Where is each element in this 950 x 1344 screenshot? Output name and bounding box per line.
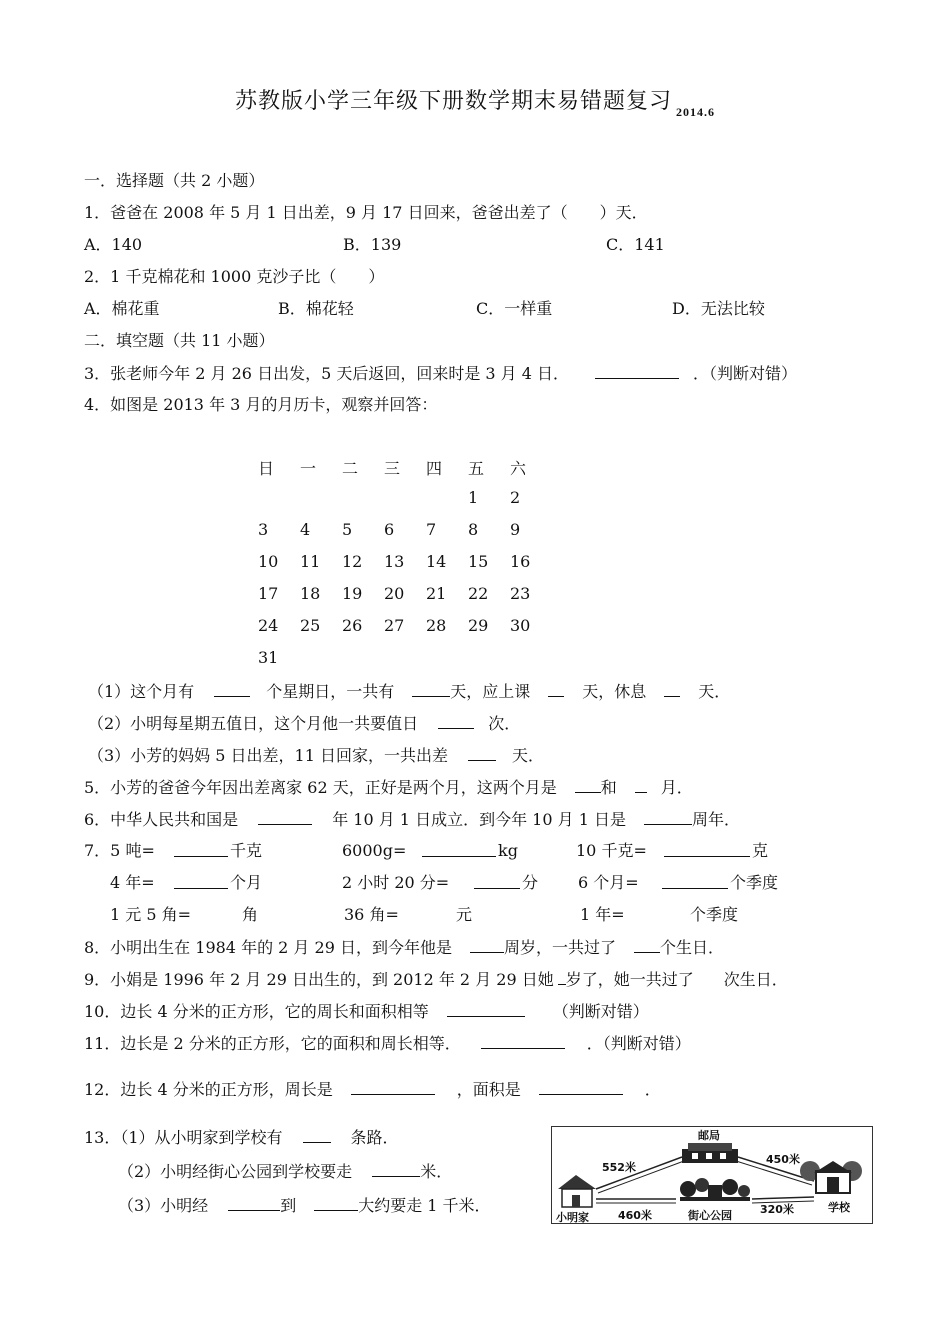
answer-blank[interactable] — [481, 1032, 565, 1049]
school-gate-icon — [800, 1161, 862, 1193]
calendar-day: 18 — [300, 584, 321, 603]
calendar-day: 22 — [468, 584, 489, 603]
question-5: 5．小芳的爸爸今年因出差离家 62 天，正好是两个月，这两个月是 和 月． — [84, 778, 693, 797]
answer-blank[interactable] — [474, 872, 520, 889]
answer-blank[interactable] — [468, 744, 496, 761]
question-3: 3．张老师今年 2 月 26 日出发，5 天后返回，回来时是 3 月 4 日． ．（判断对错） — [84, 364, 798, 383]
answer-blank[interactable] — [214, 680, 250, 697]
calendar-day: 15 — [468, 552, 489, 571]
answer-blank[interactable] — [422, 840, 496, 857]
calendar-day: 19 — [342, 584, 363, 603]
calendar-week-row — [258, 648, 552, 680]
label-post-office: 邮局 — [698, 1129, 720, 1142]
answer-blank[interactable] — [539, 1078, 623, 1095]
q2-option-c: C．一样重 — [476, 299, 553, 318]
calendar-day: 21 — [426, 584, 447, 603]
question-2-stem: 2．1 千克棉花和 1000 克沙子比（ ） — [84, 267, 385, 286]
q2-option-b: B．棉花轻 — [278, 299, 354, 318]
answer-blank[interactable] — [174, 872, 228, 889]
page-title: 苏教版小学三年级下册数学期末易错题复习 $_{2014.6}$ — [234, 89, 715, 119]
calendar-day: 8 — [468, 520, 479, 539]
worksheet-page: 苏教版小学三年级下册数学期末易错题复习 $_{2014.6}$ 一．选择题（共 2 小题） 1．爸爸在 2008 年 5 月 1 日出差，9 月 17 日回来，爸爸出差了（ ）天． A．140 B．139 C．141 2．1 千克棉花和 1000 克沙子比（ ） A．棉花重 B．棉花轻 C．一样重 D．无法比较 二．填空题（共 11 小题） 3．张老师今年 2 月 26 日出发，5 天后返回，回来时是 3 月 4 日． ．（判断对错） 4．如图是 2013 年 3 月的月历卡，观察并回答： 日 一 二 三 四 五 六 1 2 3 4 5 6 7 8 9 10 11 12 13 14 15 16 17 18 19 20 21 22 23 24 25 26 27 28 29 30 31 （1）这个月有 个星期日，一共有 天，应上课 天，休息 天． （2）小明每星期五值日，这个月他一共要值日 次． （3）小芳的妈妈 5 日出差，11 日回家，一共出差 天． 5．小芳的爸爸今年因出差离家 62 天，正好是两个月，这两个月是 和 月． 6．中华人民共和国是 年 10 月 1 日成立．到今年 10 月 1 日是 周年． 7．5 吨= 千克 6000g= kg 10 千克= 克 4 年= 个月 2 小时 20 分= 分 6 个月= 个季度 1 元 5 角= 角 36 角= 元 1 年= 个季度 8．小明出生在 1984 年的 2 月 29 日，到今年他是 周岁，一共过了 个生日． 9．小娟是 1996 年 2 月 29 日出生的，到 2012 年 2 月 29 日她 岁了，她一共过了 次生日． 10．边长 4 分米的正方形，它的周长和面积相等 （判断对错） 11．边长是 2 分米的正方形，它的面积和周长相等． ．（判断对错） 12．边长 4 分米的正方形，周长是 ，面积是 ． 13．（1）从小明家到学校有 条路． （2）小明经街心公园到学校要走 米． （3）小明经 到 大约要走 1 千米． 邮局 552米 450米 小明家 460米 街心公园 320米 学校 — [0, 0, 950, 1344]
question-4-part-2: （2）小明每星期五值日，这个月他一共要值日 次． — [88, 714, 521, 733]
park-trees-icon — [680, 1178, 750, 1201]
calendar-day: 26 — [342, 616, 363, 635]
calendar-weekday: 日 — [258, 459, 275, 478]
calendar-weekday: 一 — [300, 459, 317, 478]
q2-option-a: A．棉花重 — [84, 299, 160, 318]
answer-blank[interactable] — [438, 712, 474, 729]
calendar-day: 3 — [258, 520, 269, 539]
calendar-day: 17 — [258, 584, 279, 603]
calendar-weekday: 五 — [468, 459, 485, 478]
calendar-day: 29 — [468, 616, 489, 635]
section-heading-fill: 二．填空题（共 11 小题） — [84, 331, 275, 350]
calendar-weekday: 六 — [510, 459, 527, 478]
answer-blank[interactable] — [644, 808, 692, 825]
calendar-day: 4 — [300, 520, 311, 539]
calendar-day: 14 — [426, 552, 447, 571]
question-4-part-3: （3）小芳的妈妈 5 日出差，11 日回家，一共出差 天． — [88, 746, 544, 765]
question-13-part-1: 13．（1）从小明家到学校有 条路． — [84, 1128, 399, 1147]
answer-blank[interactable] — [575, 776, 601, 793]
answer-blank[interactable] — [258, 808, 312, 825]
answer-blank[interactable] — [174, 840, 228, 857]
label-park: 街心公园 — [688, 1209, 732, 1222]
answer-blank[interactable] — [303, 1126, 331, 1143]
label-distance-post-school: 450米 — [766, 1153, 800, 1166]
question-1-stem: 1．爸爸在 2008 年 5 月 1 日出差，9 月 17 日回来，爸爸出差了（ ）天． — [84, 203, 648, 222]
answer-blank[interactable] — [314, 1194, 358, 1211]
label-distance-park-school: 320米 — [760, 1203, 794, 1216]
calendar-header-row — [258, 456, 552, 488]
q2-option-d: D．无法比较 — [672, 299, 765, 318]
answer-blank[interactable] — [351, 1078, 435, 1095]
calendar-march-2013 — [258, 456, 552, 680]
question-6: 6．中华人民共和国是 年 10 月 1 日成立．到今年 10 月 1 日是 周年． — [84, 810, 740, 829]
title-date: 2014.6 — [676, 105, 715, 119]
calendar-day: 16 — [510, 552, 531, 571]
calendar-day: 1 — [468, 488, 479, 507]
calendar-day: 6 — [384, 520, 395, 539]
q1-option-a: A．140 — [84, 235, 143, 254]
q1-option-b: B．139 — [343, 235, 402, 254]
calendar-week-row — [258, 584, 552, 616]
calendar-day: 2 — [510, 488, 521, 507]
section-heading-choice: 一．选择题（共 2 小题） — [84, 171, 265, 190]
answer-blank[interactable] — [635, 776, 647, 793]
question-12: 12．边长 4 分米的正方形，周长是 ，面积是 ． — [84, 1080, 661, 1099]
question-8: 8．小明出生在 1984 年的 2 月 29 日，到今年他是 周岁，一共过了 个生日． — [84, 938, 724, 957]
question-11: 11．边长是 2 分米的正方形，它的面积和周长相等． ．（判断对错） — [84, 1034, 691, 1053]
label-distance-home-park: 460米 — [618, 1209, 652, 1222]
route-map-figure — [551, 1126, 873, 1224]
question-13-part-3: （3）小明经 到 大约要走 1 千米． — [118, 1196, 491, 1215]
calendar-day: 11 — [300, 552, 321, 571]
answer-blank[interactable] — [372, 1160, 420, 1177]
question-9: 9．小娟是 1996 年 2 月 29 日出生的，到 2012 年 2 月 29 日她 岁了，她一共过了 次生日． — [84, 970, 788, 989]
calendar-day: 12 — [342, 552, 363, 571]
label-home: 小明家 — [556, 1211, 589, 1224]
question-4-stem: 4．如图是 2013 年 3 月的月历卡，观察并回答： — [84, 395, 438, 414]
post-office-building-icon — [682, 1143, 738, 1163]
calendar-day: 5 — [342, 520, 353, 539]
home-building-icon — [558, 1175, 596, 1207]
calendar-day: 20 — [384, 584, 405, 603]
calendar-week-row — [258, 488, 552, 520]
answer-blank[interactable] — [447, 1000, 525, 1017]
calendar-day: 27 — [384, 616, 405, 635]
answer-blank[interactable] — [558, 968, 566, 985]
calendar-day: 13 — [384, 552, 405, 571]
answer-blank[interactable] — [662, 872, 728, 889]
calendar-day: 24 — [258, 616, 279, 635]
calendar-day: 30 — [510, 616, 531, 635]
calendar-day: 31 — [258, 648, 279, 667]
answer-blank[interactable] — [412, 680, 450, 697]
calendar-week-row — [258, 552, 552, 584]
answer-blank[interactable] — [470, 936, 504, 953]
question-10: 10．边长 4 分米的正方形，它的周长和面积相等 （判断对错） — [84, 1002, 649, 1021]
answer-blank[interactable] — [634, 936, 660, 953]
calendar-day: 10 — [258, 552, 279, 571]
question-13-part-2: （2）小明经街心公园到学校要走 米． — [118, 1162, 453, 1181]
answer-blank[interactable] — [548, 680, 564, 697]
q1-option-c: C．141 — [606, 235, 665, 254]
calendar-weekday: 二 — [342, 459, 359, 478]
calendar-week-row — [258, 520, 552, 552]
calendar-weekday: 三 — [384, 459, 401, 478]
calendar-day: 25 — [300, 616, 321, 635]
road-park-school — [752, 1197, 814, 1199]
answer-blank[interactable] — [664, 840, 750, 857]
calendar-day: 7 — [426, 520, 437, 539]
answer-blank[interactable] — [228, 1194, 280, 1211]
calendar-weekday: 四 — [426, 459, 443, 478]
calendar-day: 28 — [426, 616, 447, 635]
question-4-part-1: （1）这个月有 个星期日，一共有 天，应上课 天，休息 天． — [88, 682, 731, 701]
label-distance-home-post: 552米 — [602, 1161, 636, 1174]
answer-blank[interactable] — [664, 680, 680, 697]
calendar-day: 23 — [510, 584, 531, 603]
label-school: 学校 — [828, 1201, 850, 1214]
calendar-day: 9 — [510, 520, 521, 539]
calendar-week-row — [258, 616, 552, 648]
answer-blank[interactable] — [595, 362, 679, 379]
